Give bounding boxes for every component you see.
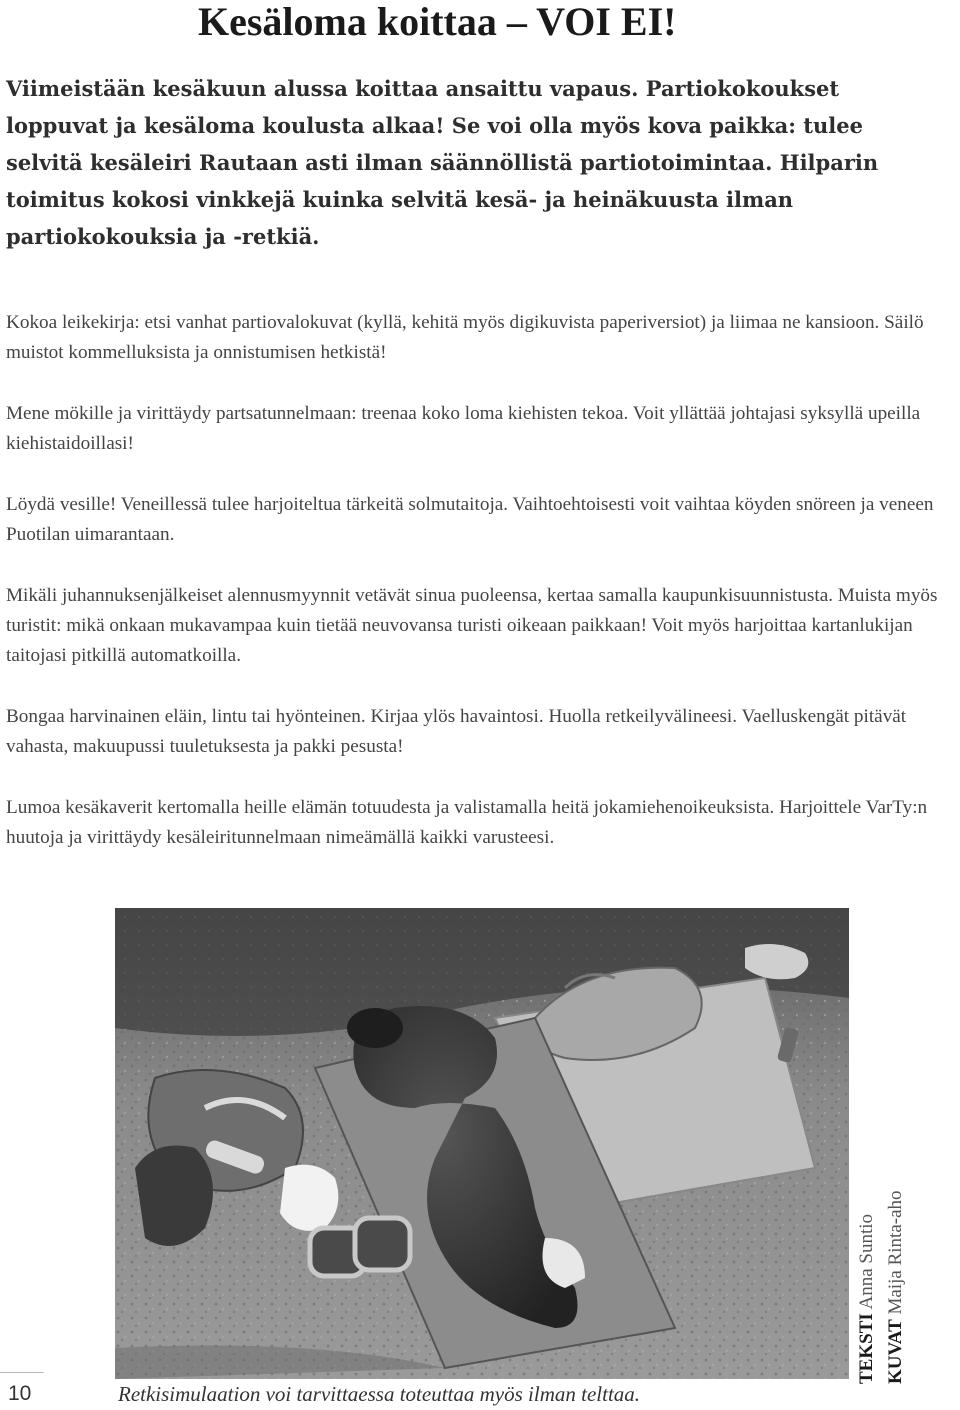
- photo-credit: [881, 1148, 910, 1384]
- photo-caption: Retkisimulaation voi tarvittaessa toteuttaa myös ilman telttaa.: [118, 1382, 641, 1406]
- photo-credit-label: KUVAT: [885, 1319, 906, 1384]
- article-credits: [852, 1148, 918, 1384]
- paragraph-nature: Bongaa harvinainen eläin, lintu tai hyönteinen. Kirjaa ylös havaintosi. Huolla retkeilyvälineesi. Vaelluskengät pitävät vahasta, makuupussi tuuletuksesta ja pakki pesusta!: [6, 706, 907, 757]
- camping-photo: [115, 908, 849, 1379]
- paragraph-orienteering: Mikäli juhannuksenjälkeiset alennusmyynnit vetävät sinua puoleensa, kertaa samalla kaupunkisuunnistusta. Muista myös turistit: mikä onkaan mukavampaa kuin tietää neuvovansa turisti oikeaan paikkaan! Voit myös harjoittaa kartanlukijan taitojasi pitkillä automatkoilla.: [6, 585, 938, 666]
- text-credit-label: TEKSTI: [856, 1313, 877, 1384]
- page-number-rule: [0, 1372, 44, 1373]
- paragraph-scrapbook: Kokoa leikekirja: etsi vanhat partiovalokuvat (kyllä, kehitä myös digikuvista paperiversiot) ja liimaa ne kansioon. Säilö muistot kommelluksista ja onnistumisen hetkistä!: [6, 312, 924, 363]
- paragraph-cottage: Mene mökille ja virittäydy partsatunnelmaan: treenaa koko loma kiehisten tekoa. Voit yllättää johtajasi syksyllä upeilla kiehistaidoillasi!: [6, 403, 921, 454]
- text-credit: [852, 1148, 881, 1384]
- photo-credit-author: Maija Rinta-aho: [885, 1190, 906, 1315]
- text-credit-author: Anna Suntio: [856, 1214, 877, 1310]
- paragraph-friends: Lumoa kesäkaverit kertomalla heille elämän totuudesta ja valistamalla heitä jokamiehenoikeuksista. Harjoittele VarTy:n huutoja ja virittäydy kesäleiritunnelmaan nimeämällä kaikki varusteesi.: [6, 797, 928, 848]
- page-number: 10: [8, 1382, 32, 1405]
- paragraph-water: Löydä vesille! Veneillessä tulee harjoiteltua tärkeitä solmutaitoja. Vaihtoehtoisesti voit vaihtaa köyden snöreen ja veneen Puotilan uimarantaan.: [6, 494, 934, 545]
- article-title: Kesäloma koittaa – VOI EI!: [198, 0, 677, 44]
- article-lead: Viimeistään kesäkuun alussa koittaa ansaittu vapaus. Partiokokoukset loppuvat ja kesäloma koulusta alkaa! Se voi olla myös kova paikka: tulee selvitä kesäleiri Rautaan asti ilman säännöllistä partiotoimintaa. Hilparin toimitus kokosi vinkkejä kuinka selvitä kesä- ja heinäkuusta ilman partiokokouksia ja -retkiä.: [6, 76, 879, 249]
- article-body: [6, 308, 946, 884]
